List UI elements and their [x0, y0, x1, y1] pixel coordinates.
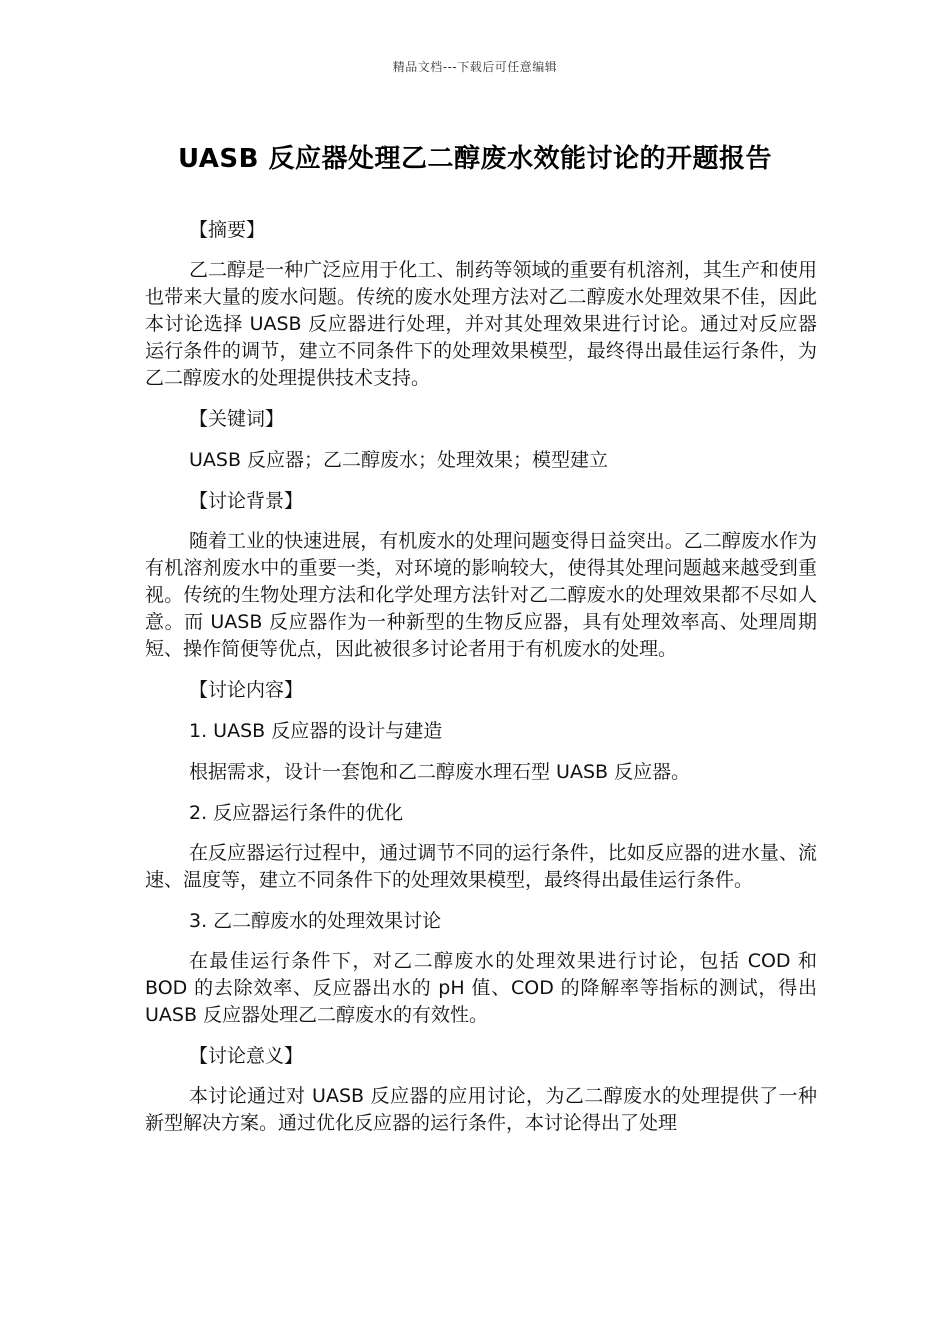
background-heading: 【讨论背景】	[189, 490, 304, 512]
keywords-heading: 【关键词】	[189, 408, 285, 430]
keywords-text: UASB 反应器；乙二醇废水；处理效果；模型建立	[189, 449, 609, 471]
item-1-title: 1. UASB 反应器的设计与建造	[189, 720, 443, 742]
item-2-paragraph: 在反应器运行过程中，通过调节不同的运行条件，比如反应器的进水量、流速、温度等，建立不同条件下的处理效果模型，最终得出最佳运行条件。	[145, 842, 817, 891]
item-1-text: 根据需求，设计一套饱和乙二醇废水理石型 UASB 反应器。	[189, 761, 691, 783]
page-header-watermark: 精品文档---下载后可任意编辑	[392, 60, 558, 74]
significance-heading: 【讨论意义】	[189, 1045, 304, 1067]
abstract-heading: 【摘要】	[189, 219, 266, 241]
item-3-title: 3. 乙二醇废水的处理效果讨论	[189, 910, 442, 932]
document-body	[145, 216, 817, 1150]
background-paragraph: 随着工业的快速进展，有机废水的处理问题变得日益突出。乙二醇废水作为有机溶剂废水中的重要一类，对环境的影响较大，使得其处理问题越来越受到重视。传统的生物处理方法和化学处理方法针对乙二醇废水的处理效果都不尽如人意。而 UASB 反应器作为一种新型的生物反应器，具有处理效率高、处理周期短、操作简便等优点，因此被很多讨论者用于有机废水的处理。	[145, 530, 817, 660]
content-heading: 【讨论内容】	[189, 679, 304, 701]
significance-paragraph: 本讨论通过对 UASB 反应器的应用讨论，为乙二醇废水的处理提供了一种新型解决方案。通过优化反应器的运行条件，本讨论得出了处理	[145, 1085, 817, 1134]
item-2-title: 2. 反应器运行条件的优化	[189, 802, 404, 824]
item-3-paragraph: 在最佳运行条件下，对乙二醇废水的处理效果进行讨论，包括 COD 和 BOD 的去除效率、反应器出水的 pH 值、COD 的降解率等指标的测试，得出 UASB 反应器处理乙二醇废水的有效性。	[145, 950, 817, 1026]
abstract-paragraph: 乙二醇是一种广泛应用于化工、制药等领域的重要有机溶剂，其生产和使用也带来大量的废水问题。传统的废水处理方法对乙二醇废水处理效果不佳，因此本讨论选择 UASB 反应器进行处理，并对其处理效果进行讨论。通过对反应器运行条件的调节，建立不同条件下的处理效果模型，最终得出最佳运行条件，为乙二醇废水的处理提供技术支持。	[145, 259, 817, 389]
document-title: UASB 反应器处理乙二醇废水效能讨论的开题报告	[177, 144, 773, 174]
